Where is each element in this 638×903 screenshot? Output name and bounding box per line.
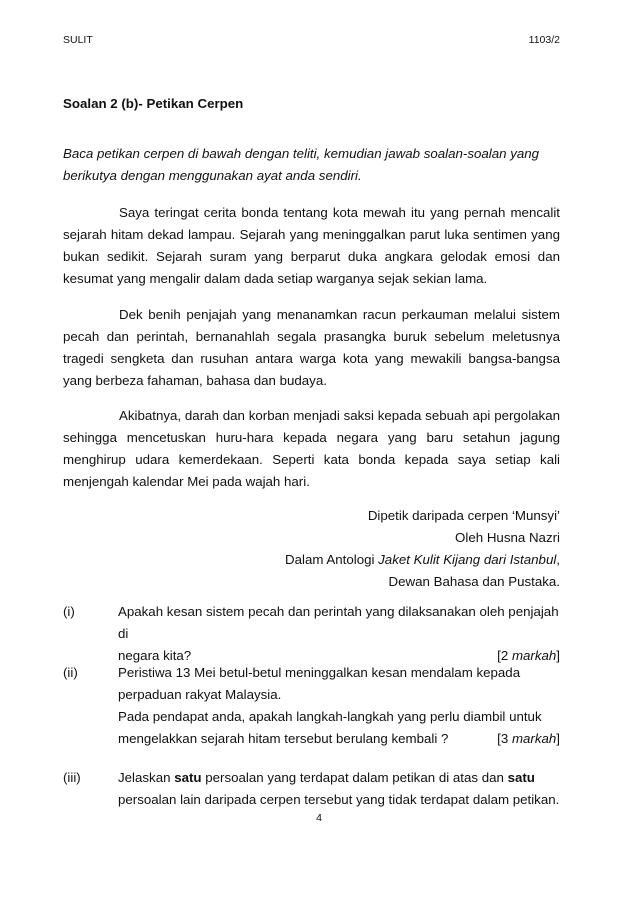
- question-line: Pada pendapat anda, apakah langkah-langkah yang perlu diambil untuk: [118, 709, 542, 724]
- passage-paragraph-3: Akibatnya, darah dan korban menjadi saksi kepada sebuah api pergolakan sehingga mencetuskan huru-hara kepada negara yang baru setahun jagung menghirup udara kemerdekaan. Seperti kata bonda kepada saya setiap kali menjengah kalendar Mei pada wajah hari.: [63, 408, 560, 489]
- header-classification: SULIT: [63, 34, 93, 46]
- question-line: Jelaskan satu persoalan yang terdapat dalam petikan di atas dan satu: [118, 770, 535, 785]
- marks-label: [2 markah]: [497, 648, 560, 663]
- marks-label: [3 markah]: [497, 731, 560, 746]
- question-number: (i): [63, 604, 75, 619]
- section-title: Soalan 2 (b)- Petikan Cerpen: [63, 96, 244, 111]
- source-publisher: Dewan Bahasa dan Pustaka.: [388, 574, 560, 589]
- question-number: (iii): [63, 770, 81, 785]
- question-i: [63, 601, 560, 667]
- source-line: Dipetik daripada cerpen ‘Munsyi’: [367, 508, 560, 523]
- instruction-text: [63, 143, 560, 187]
- header-paper-code: 1103/2: [528, 34, 560, 46]
- question-line: perpaduan rakyat Malaysia.: [118, 687, 282, 702]
- page-number: 4: [316, 812, 322, 824]
- instruction-line: Baca petikan cerpen di bawah dengan teliti, kemudian jawab soalan-soalan yang: [63, 146, 540, 161]
- question-line: mengelakkan sejarah hitam tersebut berulang kembali ?: [118, 731, 449, 746]
- anthology-title: Jaket Kulit Kijang dari Istanbul: [378, 552, 557, 567]
- passage-paragraph-1: Saya teringat cerita bonda tentang kota mewah itu yang pernah mencalit sejarah hitam dekad lampau. Sejarah yang meninggalkan parut luka sentimen yang bukan sedikit. Sejarah suram yang berparut duka angkara gelodak emosi dan kesumat yang mengalir dalam dada setiap warganya sejak sekian lama.: [63, 205, 560, 286]
- instruction-line: berikutya dengan menggunakan ayat anda sendiri.: [63, 168, 362, 183]
- source-citation: [285, 505, 560, 593]
- passage-paragraph-2: Dek benih penjajah yang menanamkan racun perkauman melalui sistem pecah dan perintah, bernanahlah segala prasangka buruk sebelum meletusnya tragedi sengketa dan rusuhan antara warga kota yang mewakili bangsa-bangsa yang berbeza fahaman, bahasa dan budaya.: [63, 307, 560, 388]
- question-iii: [63, 767, 560, 811]
- question-number: (ii): [63, 665, 78, 680]
- question-line: Apakah kesan sistem pecah dan perintah yang dilaksanakan oleh penjajah di: [118, 604, 559, 641]
- question-line: persoalan lain daripada cerpen tersebut yang tidak terdapat dalam petikan.: [118, 792, 560, 807]
- question-line: Peristiwa 13 Mei betul-betul meninggalkan kesan mendalam kepada: [118, 665, 521, 680]
- question-line: negara kita?: [118, 648, 192, 663]
- source-author: Oleh Husna Nazri: [455, 530, 560, 545]
- source-anthology: Dalam Antologi Jaket Kulit Kijang dari Istanbul,: [285, 552, 560, 567]
- question-ii: [63, 662, 560, 750]
